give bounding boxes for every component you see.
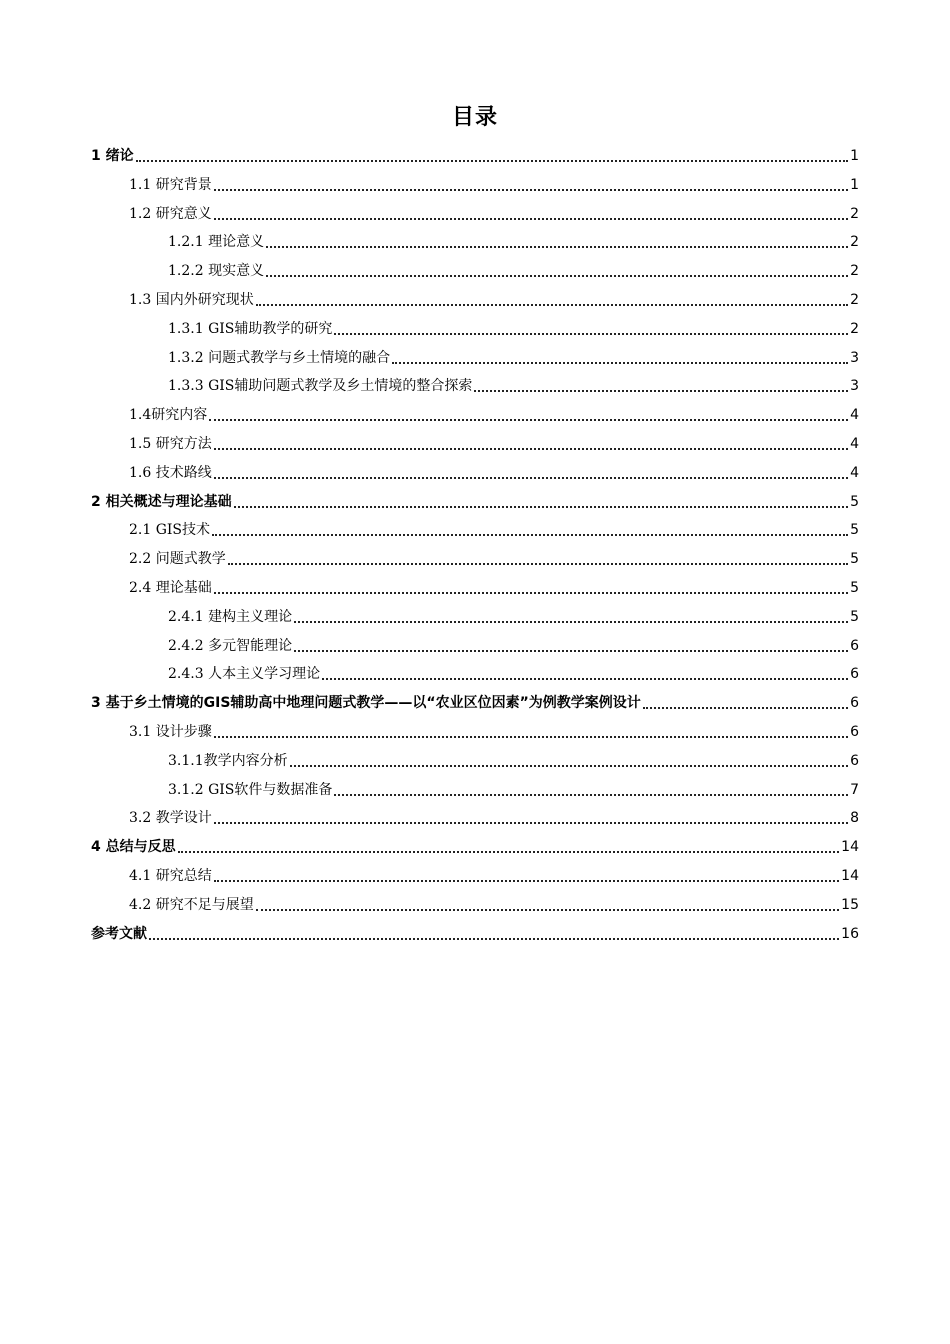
toc-entry[interactable] bbox=[91, 692, 859, 712]
toc-entry[interactable] bbox=[129, 865, 859, 885]
toc-entry-text: 1.2 研究意义 bbox=[129, 205, 212, 222]
toc-entry-text: 3.1.2 GIS软件与数据准备 bbox=[168, 781, 333, 798]
toc-page-number: 7 bbox=[850, 781, 859, 798]
toc-dot-leader bbox=[294, 636, 848, 652]
toc-dot-leader bbox=[234, 492, 848, 508]
toc-page-number: 5 bbox=[850, 608, 859, 625]
toc-entry[interactable] bbox=[129, 433, 859, 453]
toc-entry[interactable] bbox=[168, 231, 859, 251]
toc-page-number: 5 bbox=[850, 493, 859, 510]
toc-dot-leader bbox=[214, 463, 848, 479]
toc-page-number: 5 bbox=[850, 522, 859, 539]
toc-dot-leader bbox=[474, 376, 848, 392]
toc-dot-leader bbox=[212, 520, 848, 536]
toc-entry[interactable] bbox=[129, 174, 859, 194]
toc-entry[interactable] bbox=[168, 750, 859, 770]
toc-entry[interactable] bbox=[168, 663, 859, 683]
toc-dot-leader bbox=[228, 549, 848, 565]
toc-entry[interactable] bbox=[168, 347, 859, 367]
toc-entry-text: 1.3.1 GIS辅助教学的研究 bbox=[168, 320, 333, 337]
toc-entry[interactable] bbox=[168, 635, 859, 655]
toc-dot-leader bbox=[334, 319, 848, 335]
toc-entry-text: 3.1 设计步骤 bbox=[129, 724, 212, 740]
toc-page-number: 15 bbox=[841, 896, 859, 913]
toc-entry-text: 3 基于乡土情境的GIS辅助高中地理问题式教学——以“农业区位因素”为例教学案例设计 bbox=[91, 695, 641, 712]
toc-entry-text: 3.1.1教学内容分析 bbox=[168, 752, 288, 769]
toc-page-number: 14 bbox=[841, 868, 859, 884]
toc-page-number: 3 bbox=[850, 378, 859, 395]
toc-dot-leader bbox=[290, 751, 848, 767]
toc-page-number: 4 bbox=[850, 407, 859, 424]
toc-dot-leader bbox=[214, 722, 848, 738]
toc-entry-text: 1.1 研究背景 bbox=[129, 176, 212, 193]
toc-entry[interactable] bbox=[129, 462, 859, 482]
toc-entry[interactable] bbox=[168, 260, 859, 280]
toc-entry-text: 4 总结与反思 bbox=[91, 839, 176, 856]
toc-entry[interactable] bbox=[91, 491, 859, 511]
toc-page-number: 6 bbox=[850, 724, 859, 740]
toc-entry-text: 2.4.3 人本主义学习理论 bbox=[168, 666, 321, 683]
toc-entry-text: 2 相关概述与理论基础 bbox=[91, 493, 232, 510]
toc-entry-text: 1.3.3 GIS辅助问题式教学及乡土情境的整合探索 bbox=[168, 378, 473, 395]
toc-page-number: 2 bbox=[850, 292, 859, 308]
toc-dot-leader bbox=[392, 348, 848, 364]
toc-page-number: 1 bbox=[850, 148, 859, 164]
toc-entry-text: 1.5 研究方法 bbox=[129, 436, 212, 452]
toc-page-number: 16 bbox=[841, 925, 859, 942]
toc-page-number: 4 bbox=[850, 436, 859, 452]
toc-entry-text: 3.2 教学设计 bbox=[129, 810, 212, 827]
toc-page-number: 5 bbox=[850, 551, 859, 568]
toc-entry[interactable] bbox=[129, 519, 859, 539]
toc-dot-leader bbox=[266, 261, 848, 277]
toc-page-number: 6 bbox=[850, 666, 859, 683]
toc-dot-leader bbox=[322, 664, 848, 680]
toc-entry-text: 1.2.1 理论意义 bbox=[168, 234, 265, 251]
toc-entry-text: 1.4研究内容 bbox=[129, 407, 208, 424]
toc-dot-leader bbox=[214, 175, 848, 191]
toc-entry[interactable] bbox=[129, 404, 859, 424]
toc-dot-leader bbox=[214, 866, 839, 882]
toc-entry-text: 4.2 研究不足与展望 bbox=[129, 896, 254, 913]
toc-entry[interactable] bbox=[168, 318, 859, 338]
toc-entry[interactable] bbox=[168, 375, 859, 395]
toc-page-number: 5 bbox=[850, 580, 859, 596]
toc-page-number: 4 bbox=[850, 464, 859, 481]
toc-dot-leader bbox=[334, 780, 848, 796]
toc-entry-text: 参考文献 bbox=[91, 925, 147, 942]
toc-entry-text: 4.1 研究总结 bbox=[129, 868, 212, 884]
toc-page-number: 6 bbox=[850, 752, 859, 769]
toc-dot-leader bbox=[256, 895, 839, 911]
toc-dot-leader bbox=[294, 607, 848, 623]
toc-entry-text: 1.6 技术路线 bbox=[129, 464, 212, 481]
toc-title: 目录 bbox=[451, 105, 498, 130]
toc-entry[interactable] bbox=[129, 721, 859, 741]
toc-entry-text: 1.3 国内外研究现状 bbox=[129, 292, 254, 308]
toc-page-number: 6 bbox=[850, 695, 859, 712]
toc-entry[interactable] bbox=[129, 577, 859, 597]
toc-entry-text: 1.3.2 问题式教学与乡土情境的融合 bbox=[168, 349, 391, 366]
toc-entry[interactable] bbox=[129, 894, 859, 914]
toc-page-number: 14 bbox=[841, 839, 859, 856]
toc-page-number: 1 bbox=[850, 176, 859, 193]
toc-page-number: 8 bbox=[850, 810, 859, 827]
toc-entry[interactable] bbox=[129, 807, 859, 827]
toc-dot-leader bbox=[214, 808, 848, 824]
toc-entry[interactable] bbox=[91, 145, 859, 165]
toc-dot-leader bbox=[209, 405, 848, 421]
toc-page-number: 2 bbox=[850, 263, 859, 280]
toc-entry-text: 2.4.1 建构主义理论 bbox=[168, 608, 293, 625]
toc-dot-leader bbox=[643, 693, 848, 709]
toc-page-number: 3 bbox=[850, 349, 859, 366]
toc-entry-text: 2.1 GIS技术 bbox=[129, 522, 211, 539]
toc-dot-leader bbox=[214, 578, 848, 594]
toc-entry[interactable] bbox=[129, 289, 859, 309]
toc-entry-text: 2.4.2 多元智能理论 bbox=[168, 637, 293, 654]
toc-page-number: 6 bbox=[850, 637, 859, 654]
toc-entry[interactable] bbox=[168, 779, 859, 799]
toc-dot-leader bbox=[149, 924, 839, 940]
toc-entry[interactable] bbox=[91, 836, 859, 856]
toc-entry-text: 1 绪论 bbox=[91, 148, 134, 164]
toc-page-number: 2 bbox=[850, 234, 859, 251]
toc-entry-text: 1.2.2 现实意义 bbox=[168, 263, 265, 280]
toc-entry[interactable] bbox=[129, 548, 859, 568]
toc-entry-text: 2.4 理论基础 bbox=[129, 580, 212, 596]
toc-dot-leader bbox=[266, 232, 848, 248]
toc-dot-leader bbox=[256, 290, 848, 306]
toc-entry-text: 2.2 问题式教学 bbox=[129, 551, 226, 568]
toc-entry[interactable] bbox=[168, 606, 859, 626]
toc-dot-leader bbox=[136, 146, 848, 162]
toc-page-number: 2 bbox=[850, 205, 859, 222]
toc-dot-leader bbox=[214, 204, 848, 220]
toc-page-number: 2 bbox=[850, 320, 859, 337]
toc-entry[interactable] bbox=[129, 203, 859, 223]
toc-dot-leader bbox=[178, 837, 840, 853]
toc-dot-leader bbox=[214, 434, 848, 450]
toc-entry[interactable] bbox=[91, 923, 859, 943]
